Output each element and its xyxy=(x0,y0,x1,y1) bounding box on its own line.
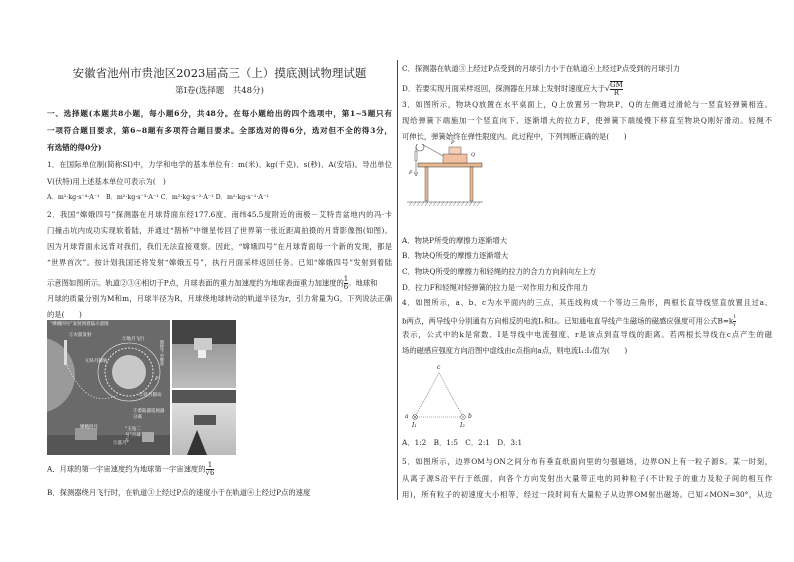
fraction-denominator: R xyxy=(610,89,623,97)
label-i1: I₁ xyxy=(412,422,417,429)
question-3-text: 现给弹簧下端施加一个竖直向下、逐渐增大的拉力F，使弹簧下端缓慢下移直至物块Q刚好滑动。轻绳不 xyxy=(402,116,772,125)
launch-diagram-image xyxy=(47,320,170,455)
question-2-text: 门撞击坑内成功实现软着陆，并通过“鹊桥”中继星传回了世界第一张近距离拍摄的月背影像图(如图)。 xyxy=(47,226,392,235)
question-3-option-a: A．物块P所受的摩擦力逐渐增大 xyxy=(402,236,508,245)
question-2-text: 的是( ) xyxy=(47,310,82,319)
fraction: $\frac{I}{r}$ xyxy=(733,314,736,328)
question-4-text: 场的磁感应强度方向沿图中虚线由c点指向a点，则电流I₁:I₂值为( ) xyxy=(402,346,628,355)
question-2-text: “世界首次”。按计划我国还将发射“嫦娥五号”，执行月面采样返回任务。已知“嫦娥四号”发射到着陆 xyxy=(47,258,392,267)
question-2-text xyxy=(47,276,377,291)
question-4-text: 4．如图所示，a、b、c为水平面内的三点，其连线构成一个等边三角形，两根长直导线竖直放置且过a、 xyxy=(402,298,772,307)
rover-photo xyxy=(172,390,236,455)
fraction xyxy=(206,462,215,477)
part-heading: 第Ⅰ卷(选择题 共48分) xyxy=(175,86,264,96)
question-3-text: 可伸长，弹簧始终在弹性限度内。此过程中，下列判断正确的是( ) xyxy=(402,132,627,141)
figure-label: ⑤落月 xyxy=(113,441,127,446)
fraction xyxy=(610,81,623,97)
question-2-text-part: 示意图如图所示。轨道②③④相切于P点，月球表面的重力加速度约为地球表面重力加速度的 xyxy=(47,278,344,288)
question-3-text: 3．如图所示，物块Q放置在水平桌面上，Q上放置另一物块P，Q的左侧通过滑轮与一竖直轻弹簧相连。 xyxy=(402,100,772,109)
question-2-option-d: D．若要实现月面采样返回，探测器在月球上发射时速度应大于√ $\frac{GM}{R}$ xyxy=(402,81,623,97)
figure-label: ①火箭发射 xyxy=(69,333,92,338)
question-4-text xyxy=(402,314,736,329)
question-2-text: 因为月球背面永远背对我们，我们无法直接观察。因此，“嫦娥四号”在月球背面每一个新的发现，都是 xyxy=(47,242,392,251)
lander-photo xyxy=(172,320,236,388)
option-a-text: A．月球的第一宇宙速度约为地球第一宇宙速度的 xyxy=(47,464,206,474)
fraction-numerator: GM xyxy=(609,81,623,89)
question-1-options: A．m²·kg·s⁻⁴·A⁻¹ B．m²·kg·s⁻³·A⁻¹ C．m²·kg·s⁻²·A⁻¹ D．m²·kg·s⁻¹·A⁻¹ xyxy=(47,194,269,201)
question-2-option-c: C．探测器在轨道③上经过P点受到的月球引力小于在轨道④上经过P点受到的月球引力 xyxy=(402,64,681,73)
figure-label: ③着陆器巡视器分离 xyxy=(133,409,165,420)
section-instructions: 一、选择题(本题共8小题，每小题6分，共48分。在每小题给出的四个选项中，第1~5题只有 xyxy=(47,109,392,118)
fraction-numerator: 1 xyxy=(343,275,349,283)
figure-label: 嫦娥四号 xyxy=(80,425,98,430)
option-d-text: D．若要实现月面采样返回，探测器在月球上发射时速度应大于 xyxy=(402,84,605,93)
figure-label: ⑤地月飞行 xyxy=(122,337,145,342)
question-2-text: 月球的质量分别为M和m，月球半径为R，月球绕地球转动的轨道半径为r，引力常量为G，下列说法正确 xyxy=(47,294,392,303)
figure-label: P xyxy=(155,376,159,382)
question-1-text: V(伏特)用上述基本单位可表示为( ) xyxy=(47,177,166,186)
figure-label: ②近月制动 xyxy=(139,393,162,398)
figure-label: “玉兔二号”月球车 xyxy=(125,427,141,444)
figure-label: ④环月降轨 xyxy=(85,359,108,364)
question-5-text: 5．如图所示，边界OM与ON之间分布有垂直纸面向里的匀强磁场，边界ON上有一粒子源S。某一时刻， xyxy=(402,457,772,466)
fraction-denominator: √6 xyxy=(205,469,215,477)
label-f: F xyxy=(409,170,413,176)
figure-caption: “嫦娥四号”发射到着陆示意图 xyxy=(50,322,109,327)
label-i2: I₂ xyxy=(460,422,465,429)
label-c: c xyxy=(437,364,441,371)
fraction-numerator: 1 xyxy=(207,461,213,469)
orbit-diagram xyxy=(47,320,170,455)
question-3-option-c: C．物块Q所受的摩擦力和轻绳的拉力的合力方向斜向左上方 xyxy=(402,267,596,276)
section-instructions: 一项符合题目要求，第6~8题有多项符合题目要求。全部选对的得6分，选对但不全的得3分， xyxy=(47,126,392,135)
label-q: Q xyxy=(471,152,476,158)
question-5-text: 从离子源S沿平行于纸面，向各个方向发射出大量带正电的同种粒子(不计粒子的重力及粒子间的相互作 xyxy=(402,474,772,483)
exam-title: 安徽省池州市贵池区2023届高三（上）摸底测试物理试题 xyxy=(72,66,367,80)
triangle-diagram xyxy=(402,365,482,435)
label-p: P xyxy=(451,140,455,146)
question-1-text: 1．在国际单位制(简称SI)中，力学和电学的基本单位有：m(米)、kg(千克)、s(秒)、A(安培)。导出单位 xyxy=(47,160,392,169)
question-4-text-part: b两点，两导线中分别通有方向相反的电流I₁和I₂。已知通电直导线产生磁场的磁感应强度可用公式B=k xyxy=(402,316,734,326)
label-a: a xyxy=(405,413,409,420)
fraction-denominator: 6 xyxy=(343,283,349,291)
question-3-option-d: D．拉力F和轻绳对轻弹簧的拉力是一对作用力和反作用力 xyxy=(402,283,589,292)
question-5-text: 用)，所有粒子的初速度大小相等，经过一段时间有大量粒子从边界OM射出磁场。已知∠MON=30°，从边 xyxy=(402,490,772,499)
column-divider xyxy=(397,60,398,500)
question-2-text: 2．我国“嫦娥四号”探测器在月球背面东经177.6度、南纬45.5度附近的南极－艾特肯盆地内的冯·卡 xyxy=(47,210,392,219)
question-4-text: 表示，公式中的k是常数、I是导线中电流强度、r是该点到直导线的距离。若两根长导线在c点产生的磁 xyxy=(402,330,772,339)
figure-label: 鹊桥号·中继星 xyxy=(160,340,165,366)
section-instructions: 有选错的得0分) xyxy=(47,143,102,152)
label-b: b xyxy=(468,413,472,420)
question-2-text-part: 。地球和 xyxy=(348,278,378,288)
question-4-options: A．1:2 B．1:5 C．2:1 D．3:1 xyxy=(402,438,523,447)
question-2-option-b: B．探测器绕月飞行时，在轨道③上经过P点的速度小于在轨道④上经过P点的速度 xyxy=(47,488,311,497)
question-3-option-b: B．物块Q所受的摩擦力逐渐增大 xyxy=(402,251,509,260)
question-2-option-a xyxy=(47,462,214,477)
pulley-diagram xyxy=(403,140,485,214)
